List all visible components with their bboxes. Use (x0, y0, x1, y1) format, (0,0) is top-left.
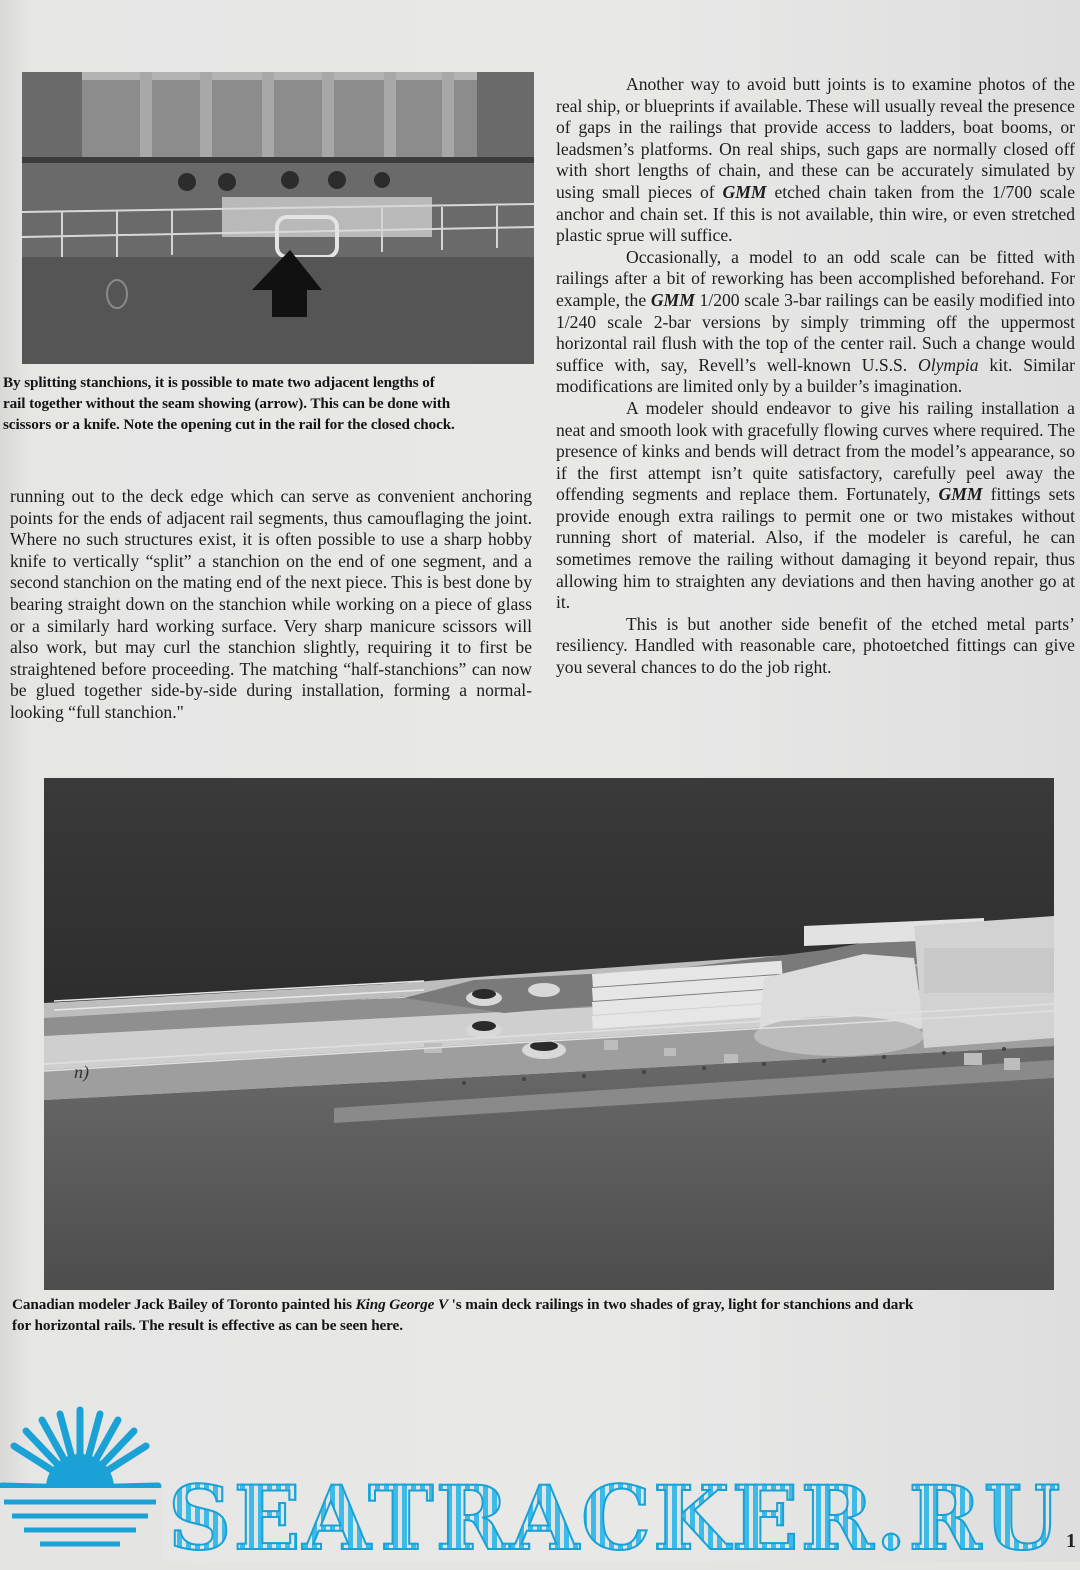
watermark-text: SEATRACKER.RU (168, 1466, 1063, 1570)
body-paragraph: Occasionally, a model to an odd scale can be fitted with railings after a bit of reworking has been accomplished beforehand. For example, the GMM 1/200 scale 3-bar railings can be easily modified into 1/240 scale 2-bar versions by simply trimming off the uppermost horizontal rail flush with the top of the center rail. Such a change would suffice with, say, Revell’s well-known U.S.S. Olympia kit. Similar modifications are limited only by a builder’s imagination. (556, 246, 1075, 397)
top-photo-caption (3, 372, 543, 435)
left-text-column (10, 486, 532, 724)
caption-line: scissors or a knife. Note the opening cut in the rail for the closed chock. (3, 416, 455, 433)
caption-line: Canadian modeler Jack Bailey of Toronto painted his King George V 's main deck railings in two shades of gray, light for stanchions and dark (12, 1296, 914, 1313)
caption-line: By splitting stanchions, it is possible to mate two adjacent lengths of (3, 374, 435, 391)
body-paragraph: running out to the deck edge which can serve as convenient anchoring points for the ends of adjacent rail segments, thus camouflaging the joint. Where no such structures exist, it is often possible to use a sharp hobby knife to vertically “split” a stanchion on the end of one segment, and a second stanchion on the mating end of the next piece. This is best done by bearing straight down on the stanchion while working on a piece of glass or a similarly hard working surface. Very sharp manicure scissors will also work, but may curl the stanchion slightly, requiring it to first be straightened before proceeding. The matching “half-stanchions” can now be glued together side-by-side during installation, forming a normal-looking “full stanchion." (10, 486, 532, 722)
caption-line: rail together without the seam showing (arrow). This can be done with (3, 395, 451, 412)
svg-text:n): n) (74, 1062, 89, 1082)
page-number: 1 (1066, 1530, 1076, 1552)
right-text-column (556, 74, 1075, 679)
ship-photo-caption (12, 1294, 1080, 1336)
body-paragraph: A modeler should endeavor to give his railing installation a neat and smooth look with gracefully flowing curves where required. The presence of kinks and bends will detract from the model’s appearance, so if the first attempt isn’t quite satisfactory, carefully peel away the offending segments and replace them. Fortunately, GMM fittings sets provide enough extra railings to permit one or two mistakes without running short of material. Also, if the modeler is careful, he can sometimes remove the railing without damaging it beyond repair, thus allowing him to straighten any deviations and then having another go at it. (556, 397, 1075, 613)
body-paragraph: Another way to avoid butt joints is to examine photos of the real ship, or blueprints if available. These will usually reveal the presence of gaps in the railings that provide access to ladders, boat booms, or leadsmen’s platforms. On real ships, such gaps are normally closed off with short lengths of chain, and these can be accurately simulated by using small pieces of GMM etched chain taken from the 1/700 scale anchor and chain set. If this is not available, thin wire, or even stretched plastic sprue will suffice. (556, 74, 1075, 246)
body-paragraph: This is but another side benefit of the etched metal parts’ resiliency. Handled with reasonable care, photoetched fittings can give you several chances to do the job right. (556, 613, 1075, 678)
ship-model-photo (44, 778, 1054, 1290)
top-photo (22, 72, 534, 364)
caption-line: for horizontal rails. The result is effective as can be seen here. (12, 1317, 403, 1334)
